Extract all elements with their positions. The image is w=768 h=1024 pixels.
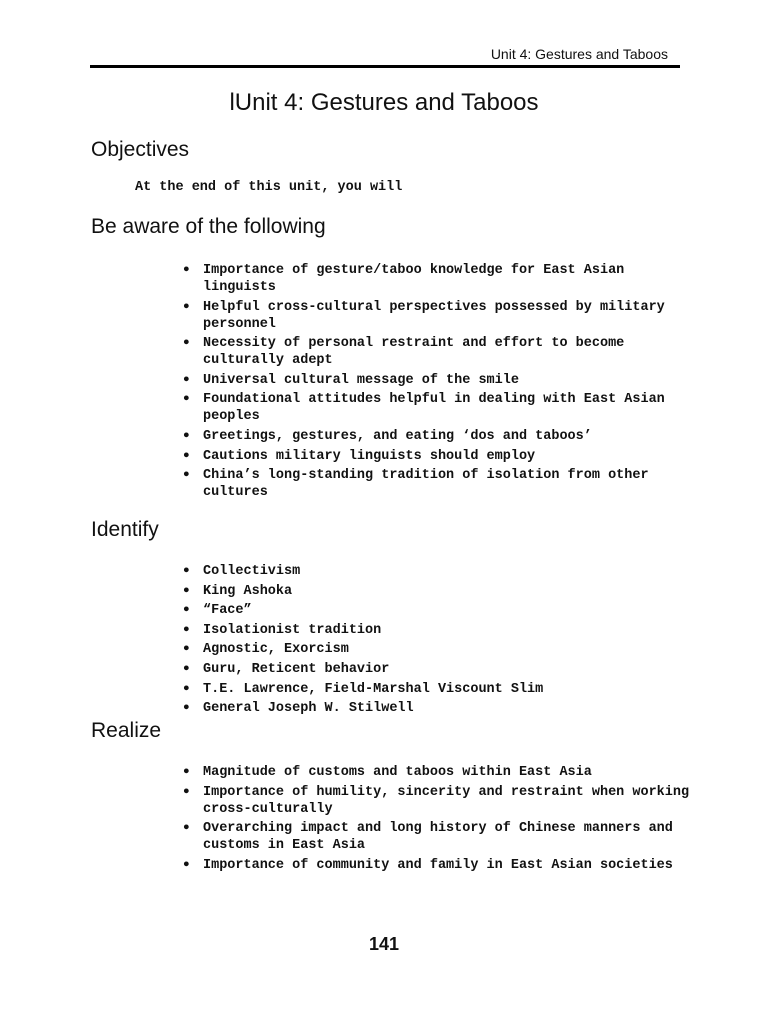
bullet-icon: • <box>182 660 191 677</box>
list-item-text: Foundational attitudes helpful in dealing with East Asian peoples <box>203 392 665 425</box>
bullet-icon: • <box>182 427 191 444</box>
be-aware-list <box>182 262 692 504</box>
bullet-icon: • <box>182 467 191 484</box>
bullet-icon: • <box>182 602 191 619</box>
bullet-icon: • <box>182 447 191 464</box>
bullet-icon: • <box>182 783 191 800</box>
list-item <box>182 372 692 389</box>
running-header: Unit 4: Gestures and Taboos <box>490 46 668 62</box>
page-title: lUnit 4: Gestures and Taboos <box>229 89 539 116</box>
identify-heading: Identify <box>91 518 159 541</box>
list-item <box>182 335 692 369</box>
list-item <box>182 641 692 658</box>
list-item-text: Greetings, gestures, and eating ‘dos and taboos’ <box>203 428 592 444</box>
list-item-text: Importance of community and family in East Asian societies <box>203 857 673 873</box>
realize-list <box>182 764 692 876</box>
list-item-text: Helpful cross-cultural perspectives possessed by military personnel <box>203 299 665 332</box>
list-item <box>182 583 692 600</box>
list-item <box>182 262 692 296</box>
bullet-icon: • <box>182 335 191 352</box>
bullet-icon: • <box>182 298 191 315</box>
list-item <box>182 764 692 781</box>
bullet-icon: • <box>182 680 191 697</box>
bullet-icon: • <box>182 621 191 638</box>
list-item <box>182 391 692 425</box>
header-rule <box>90 65 680 68</box>
list-item-text: Collectivism <box>203 564 301 579</box>
list-item <box>182 448 692 465</box>
page-number: 141 <box>368 934 400 954</box>
objectives-heading: Objectives <box>91 138 190 161</box>
bullet-icon: • <box>182 641 191 658</box>
list-item-text: Agnostic, Exorcism <box>203 642 349 658</box>
list-item-text: Magnitude of customs and taboos within East Asia <box>203 765 592 780</box>
list-item-text: T.E. Lawrence, Field-Marshal Viscount Slim <box>203 681 544 697</box>
bullet-icon: • <box>182 700 191 717</box>
list-item <box>182 820 692 854</box>
bullet-icon: • <box>182 582 191 599</box>
list-item <box>182 467 692 501</box>
list-item <box>182 622 692 639</box>
list-item-text: Cautions military linguists should employ <box>203 448 536 464</box>
list-item-text: Isolationist tradition <box>203 622 382 638</box>
bullet-icon: • <box>182 391 191 408</box>
list-item <box>182 563 692 580</box>
bullet-icon: • <box>182 820 191 837</box>
list-item-text: Importance of gesture/taboo knowledge for East Asian linguists <box>203 263 625 295</box>
list-item <box>182 681 692 698</box>
list-item <box>182 700 692 717</box>
bullet-icon: • <box>182 563 191 579</box>
list-item-text: Importance of humility, sincerity and restraint when working cross-culturally <box>203 784 690 817</box>
bullet-icon: • <box>182 764 191 780</box>
list-item-text: Necessity of personal restraint and effort to become culturally adept <box>203 336 625 369</box>
realize-heading: Realize <box>91 719 162 742</box>
list-item-text: King Ashoka <box>203 583 293 599</box>
list-item <box>182 784 692 818</box>
list-item-text: Guru, Reticent behavior <box>203 661 390 677</box>
be-aware-heading: Be aware of the following <box>91 215 326 238</box>
list-item <box>182 602 692 619</box>
bullet-icon: • <box>182 371 191 388</box>
list-item-text: Overarching impact and long history of Chinese manners and customs in East Asia <box>203 821 673 854</box>
objectives-intro: At the end of this unit, you will <box>135 180 403 195</box>
list-item <box>182 299 692 333</box>
list-item <box>182 857 692 874</box>
list-item-text: “Face” <box>203 603 252 619</box>
list-item-text: China’s long-standing tradition of isolation from other cultures <box>203 468 649 501</box>
list-item-text: Universal cultural message of the smile <box>203 372 519 388</box>
identify-list <box>182 563 692 720</box>
list-item-text: General Joseph W. Stilwell <box>203 701 414 717</box>
bullet-icon: • <box>182 856 191 873</box>
list-item <box>182 661 692 678</box>
bullet-icon: • <box>182 262 191 278</box>
list-item <box>182 428 692 445</box>
